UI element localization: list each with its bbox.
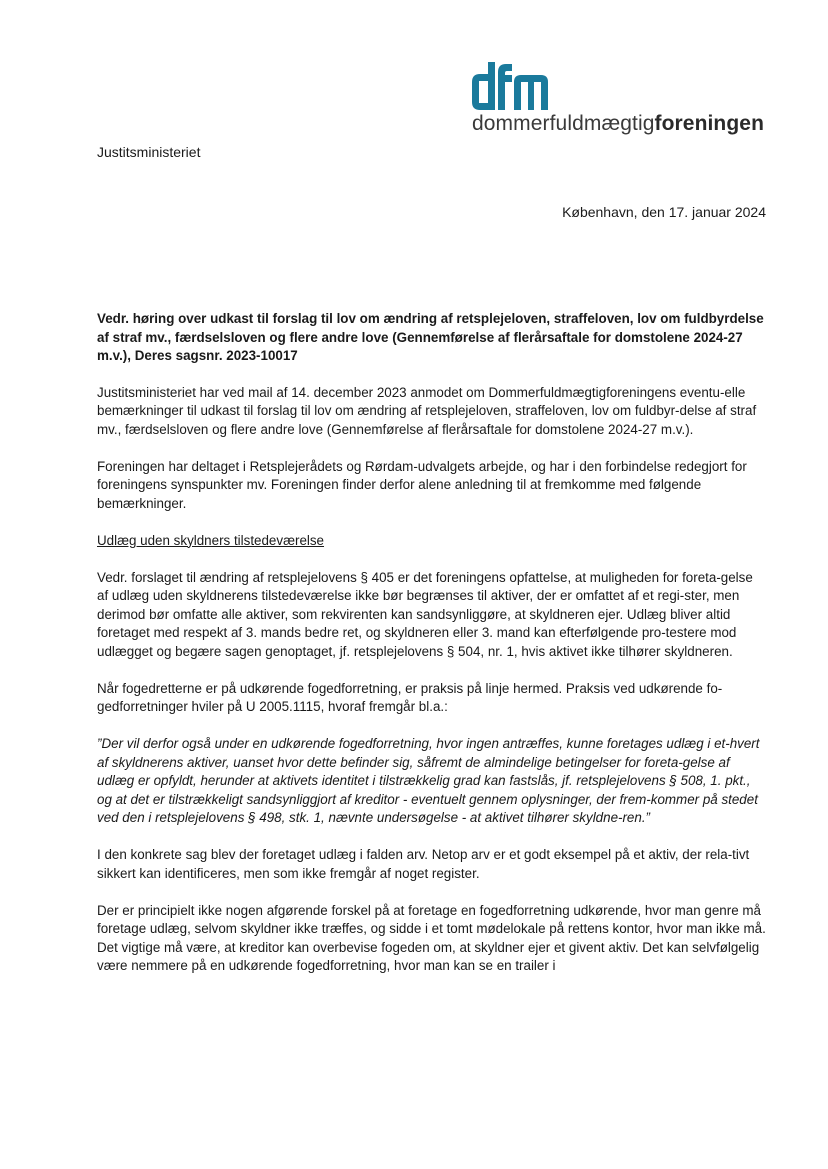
dfm-logo-mark [472,62,548,110]
letter-body [97,310,767,994]
letter-date: København, den 17. januar 2024 [562,204,766,220]
logo-text-regular: dommerfuldmægtig [472,112,655,135]
logo-text-bold: foreningen [654,112,764,135]
recipient: Justitsministeriet [97,144,201,160]
paragraph: Vedr. forslaget til ændring af retsplejelovens § 405 er det foreningens opfattelse, at muligheden for foreta-gelse af udlæg uden skyldnerens tilstedeværelse ikke bør begrænses til aktiver, der er omfattet af et regi-ster, men derimod bør omfatte alle aktiver, som rekvirenten kan sandsynliggøre, at skyldneren ejer. Udlæg bliver altid foretaget med respekt af 3. mands bedre ret, og skyldneren eller 3. mand kan efterfølgende pro-testere mod udlægget og begære sagen genoptaget, jf. retsplejelovens § 504, nr. 1, hvis aktivet ikke tilhører skyldneren. [97,569,753,659]
paragraph: Der er principielt ikke nogen afgørende forskel på at foretage en fogedforretning udkørende, hvor man genre må foretage udlæg, selvom skyldner ikke træffes, og sidde i et tomt mødelokale på rettens kontor, hvor man ikke må. Det vigtige må være, at kreditor kan overbevise fogeden om, at skyldner ejer et givent aktiv. Det kan selvfølgelig være nemmere på en udkørende fogedforretning, hvor man kan se en trailer i [97,902,766,973]
paragraph: I den konkrete sag blev der foretaget udlæg i falden arv. Netop arv er et godt eksempel på et aktiv, der rela-tivt sikkert kan identificeres, men som ikke fremgår af noget register. [97,847,750,881]
logo-wordmark [472,112,764,136]
paragraph: Foreningen har deltaget i Retsplejerådets og Rørdam-udvalgets arbejde, og har i den forbindelse redegjort for foreningens synspunkter mv. Foreningen finder derfor alene anledning til at fremkomme med følgende bemærkninger. [97,458,747,511]
section-heading: Udlæg uden skyldners tilstedeværelse [97,532,325,548]
letter-subject: Vedr. høring over udkast til forslag til lov om ændring af retsplejeloven, straffeloven, lov om fuldbyrdelse af straf mv., færdselsloven og flere andre love (Gennemførelse af flerårsaftale for domstolene 2024-27 m.v.), Deres sagsnr. 2023-10017 [97,311,764,363]
quote: ”Der vil derfor også under en udkørende fogedforretning, hvor ingen antræffes, kunne foretages udlæg i et-hvert af skyldnerens aktiver, uanset hvor dette befinder sig, såfremt de almindelige betingelser for foreta-gelse af udlæg er opfyldt, herunder at aktivets identitet i tilstrækkelig grad kan fastslås, jf. retsplejelovens § 508, 1. pkt., og at det er tilstrækkeligt sandsynliggjort af kreditor - eventuelt gennem oplysninger, der frem-kommer på stedet ved den i retsplejelovens § 498, stk. 1, nævnte undersøgelse - at aktivet tilhører skyldne-ren.” [97,736,760,825]
paragraph: Justitsministeriet har ved mail af 14. december 2023 anmodet om Dommerfuldmægtigforeningens eventu-elle bemærkninger til udkast til forslag til lov om ændring af retsplejeloven, straffeloven, lov om fuldbyr-delse af straf mv., færdselsloven og flere andre love (Gennemførelse af flerårsaftale for domstolene 2024-27 m.v.). [97,384,757,437]
dfm-logo [470,62,764,142]
paragraph: Når fogedretterne er på udkørende fogedforretning, er praksis på linje hermed. Praksis ved udkørende fo-gedforretninger hviler på U 2005.1115, hvoraf fremgår bl.a.: [97,680,723,714]
